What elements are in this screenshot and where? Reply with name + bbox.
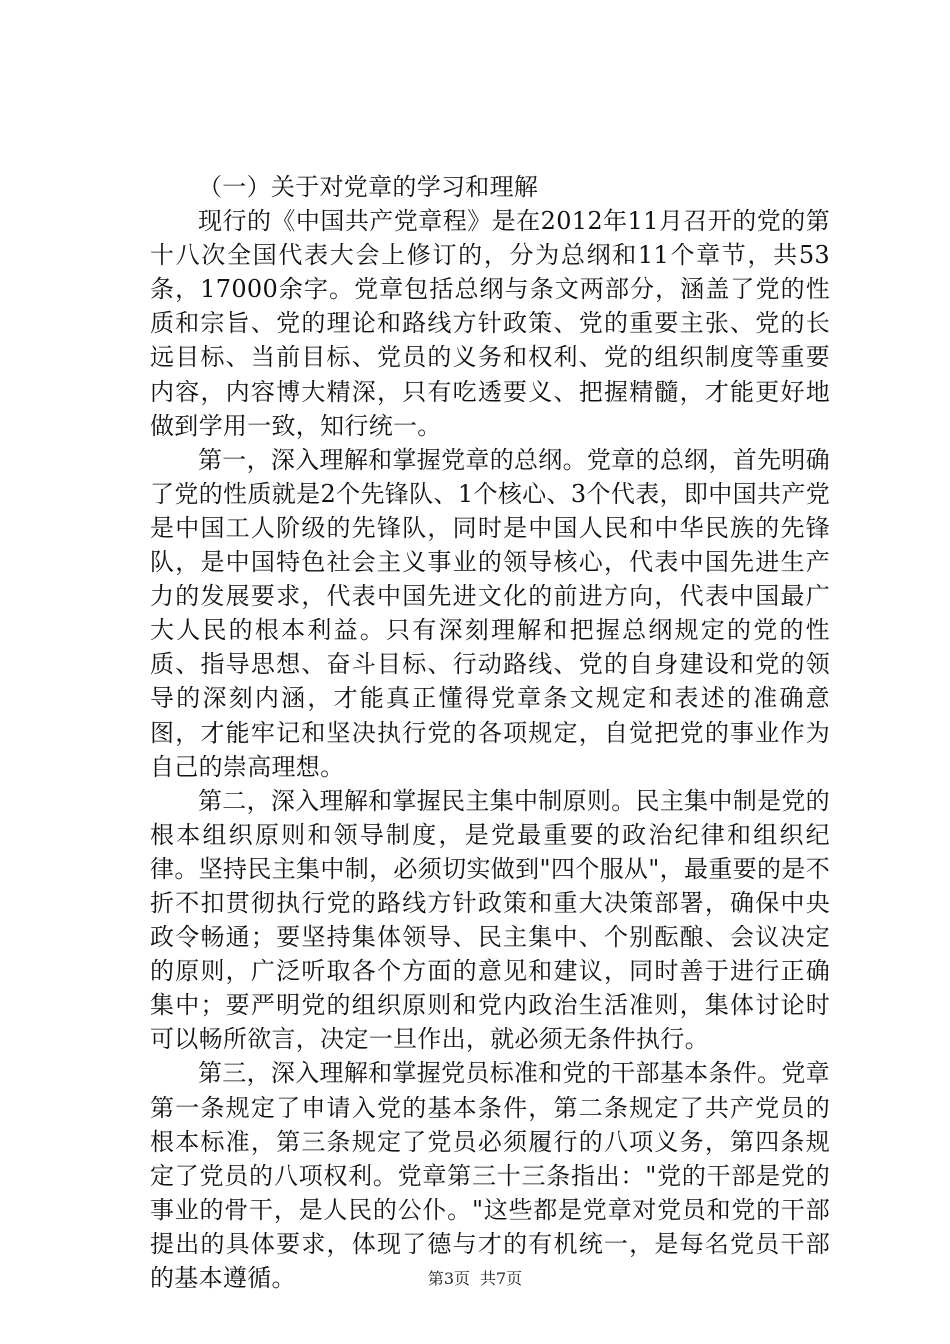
paragraph-second: 第二，深入理解和掌握民主集中制原则。民主集中制是党的根本组织原则和领导制度，是党最重要的政治纪律和组织纪律。坚持民主集中制，必须切实做到"四个服从"，最重要的是不折不扣贯彻执行党的路线方针政策和重大决策部署，确保中央政令畅通；要坚持集体领导、民主集中、个别酝酿、会议决定的原则，广泛听取各个方面的意见和建议，同时善于进行正确集中；要严明党的组织原则和党内政治生活准则，集体讨论时可以畅所欲言，决定一旦作出，就必须无条件执行。 (150, 786, 830, 1054)
paragraph-third: 第三，深入理解和掌握党员标准和党的干部基本条件。党章第一条规定了申请入党的基本条件，第二条规定了共产党员的根本标准，第三条规定了党员必须履行的八项义务，第四条规定了党员的八项权利。党章第三十三条指出："党的干部是党的事业的骨干，是人民的公仆。"这些都是党章对党员和党的干部提出的具体要求，体现了德与才的有机统一，是每名党员干部的基本遵循。 (150, 1059, 830, 1292)
paragraph-first: 第一，深入理解和掌握党章的总纲。党章的总纲，首先明确了党的性质就是2个先锋队、1个核心、3个代表，即中国共产党是中国工人阶级的先锋队，同时是中国人民和中华民族的先锋队，是中国特色社会主义事业的领导核心，代表中国先进生产力的发展要求，代表中国先进文化的前进方向，代表中国最广大人民的根本利益。只有深刻理解和把握总纲规定的党的性质、指导思想、奋斗目标、行动路线、党的自身建设和党的领导的深刻内涵，才能真正懂得党章条文规定和表述的准确意图，才能牢记和坚决执行党的各项规定，自觉把党的事业作为自己的崇高理想。 (150, 445, 830, 781)
section-heading: （一）关于对党章的学习和理解 (198, 173, 539, 201)
page-footer (0, 1268, 950, 1290)
paragraph-intro: 现行的《中国共产党章程》是在2012年11月召开的党的第十八次全国代表大会上修订的，分为总纲和11个章节，共53条，17000余字。党章包括总纲与条文两部分，涵盖了党的性质和宗旨、党的理论和路线方针政策、党的重要主张、党的长远目标、当前目标、党员的义务和权利、党的组织制度等重要内容，内容博大精深，只有吃透要义、把握精髓，才能更好地做到学用一致，知行统一。 (150, 207, 830, 440)
document-body (150, 170, 830, 1295)
page-total: 共7页 (480, 1269, 523, 1288)
page-number: 第3页 (427, 1269, 470, 1288)
